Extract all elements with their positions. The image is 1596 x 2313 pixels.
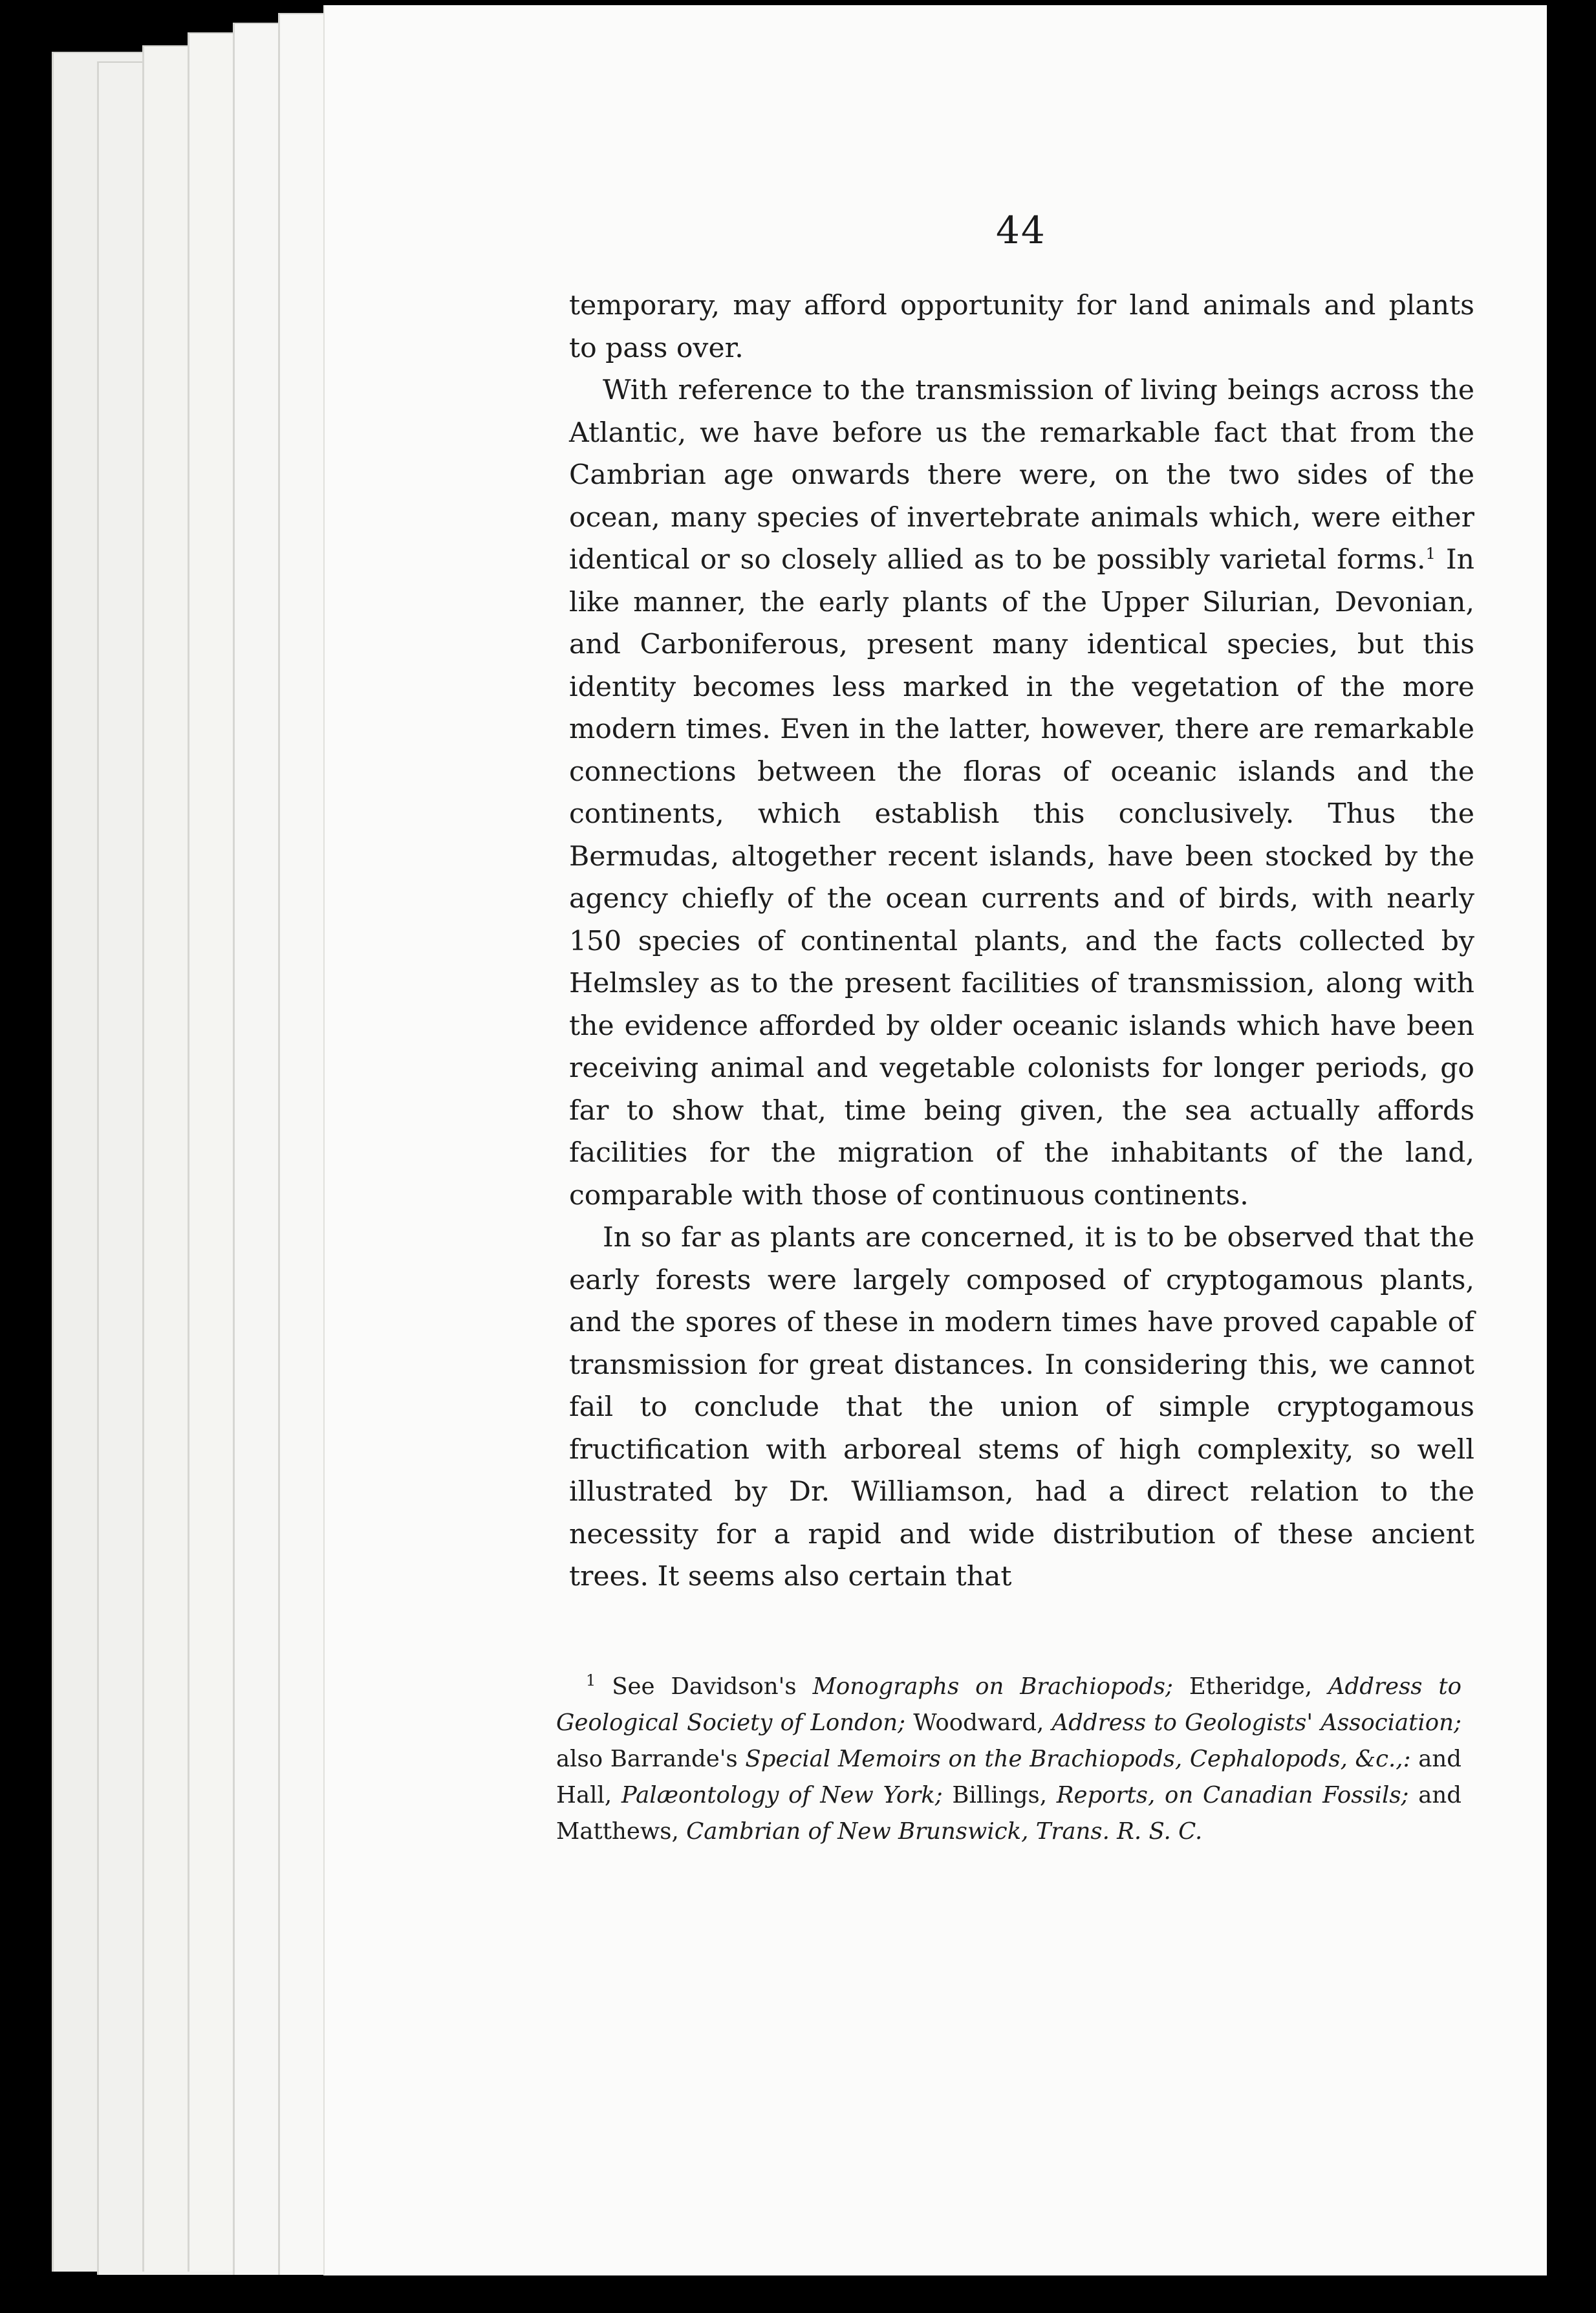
footnote-citation-title: Address to Geologists' Association;: [1051, 1710, 1461, 1736]
footnote-reference: 1: [1425, 544, 1436, 563]
footnote-citation-text: also Barrande's: [556, 1746, 746, 1772]
footnote-citation-text: Etheridge,: [1172, 1673, 1328, 1700]
paragraph-plants: In so far as plants are concerned, it is to be observed that the early forests were largely composed of cryptogamous plants, and the spores of these in modern times have proved capable of transmission for great distances. In considering this, we cannot fail to conclude that the union of simple cryptogamous fructification with arboreal stems of high complexity, so well illustrated by Dr. Williamson, had a direct relation to the necessity for a rapid and wide distribution of these ancient trees. It seems also certain that: [569, 1222, 1474, 1592]
footnote-citation-title: Monographs on Brachiopods;: [812, 1673, 1173, 1700]
footnote-citation-text: Woodward,: [905, 1710, 1052, 1736]
footnote: [556, 1669, 1461, 1850]
footnote-citation-title: Special Memoirs on the Brachiopods, Cephalopods, &c.,:: [745, 1746, 1411, 1772]
footnote-citation-title: Cambrian of New Brunswick, Trans. R. S. C.: [686, 1818, 1203, 1845]
paragraph-text: In like manner, the early plants of the Upper Silurian, Devonian, and Carboniferous, present many identical species, but this identity becomes less marked in the vegetation of the more modern times. Even in the latter, however, there are remarkable connections between the floras of oceanic islands and the continents, which establish this conclusively. Thus the Bermudas, altogether recent islands, have been stocked by the agency chiefly of the ocean currents and of birds, with nearly 150 species of continental plants, and the facts collected by Helmsley as to the present facilities of transmission, along with the evidence afforded by older oceanic islands which have been receiving animal and vegetable colonists for longer periods, go far to show that, time being given, the sea actually affords facilities for the migration of the inhabitants of the land, comparable with those of continuous continents.: [569, 544, 1474, 1211]
paragraph-transmission: [569, 369, 1474, 1217]
footnote-marker: 1: [586, 1671, 596, 1690]
body-text: [569, 285, 1474, 1598]
footnote-citation-title: Palæontology of New York;: [621, 1782, 943, 1808]
footnote-citation-title: Reports, on Canadian Fossils;: [1056, 1782, 1409, 1808]
footnote-citation-text: and Hall,: [556, 1746, 1461, 1808]
footnote-citation-text: See Davidson's: [596, 1673, 813, 1700]
page-number: 44: [996, 208, 1046, 252]
footnote-citation-text: and Matthews,: [556, 1782, 1461, 1845]
footnote-text: [556, 1673, 1461, 1845]
paragraph-continuation: temporary, may afford opportunity for land animals and plants to pass over.: [569, 290, 1474, 364]
footnote-citation-title: Address to Geological Society of London;: [556, 1673, 1461, 1736]
paragraph-text: With reference to the transmission of living beings across the Atlantic, we have before us the remarkable fact that from the Cambrian age onwards there were, on the two sides of the ocean, many species of invertebrate animals which, were either identical or so closely allied as to be possibly varietal forms.: [569, 375, 1474, 576]
footnote-citation-text: Billings,: [942, 1782, 1057, 1808]
